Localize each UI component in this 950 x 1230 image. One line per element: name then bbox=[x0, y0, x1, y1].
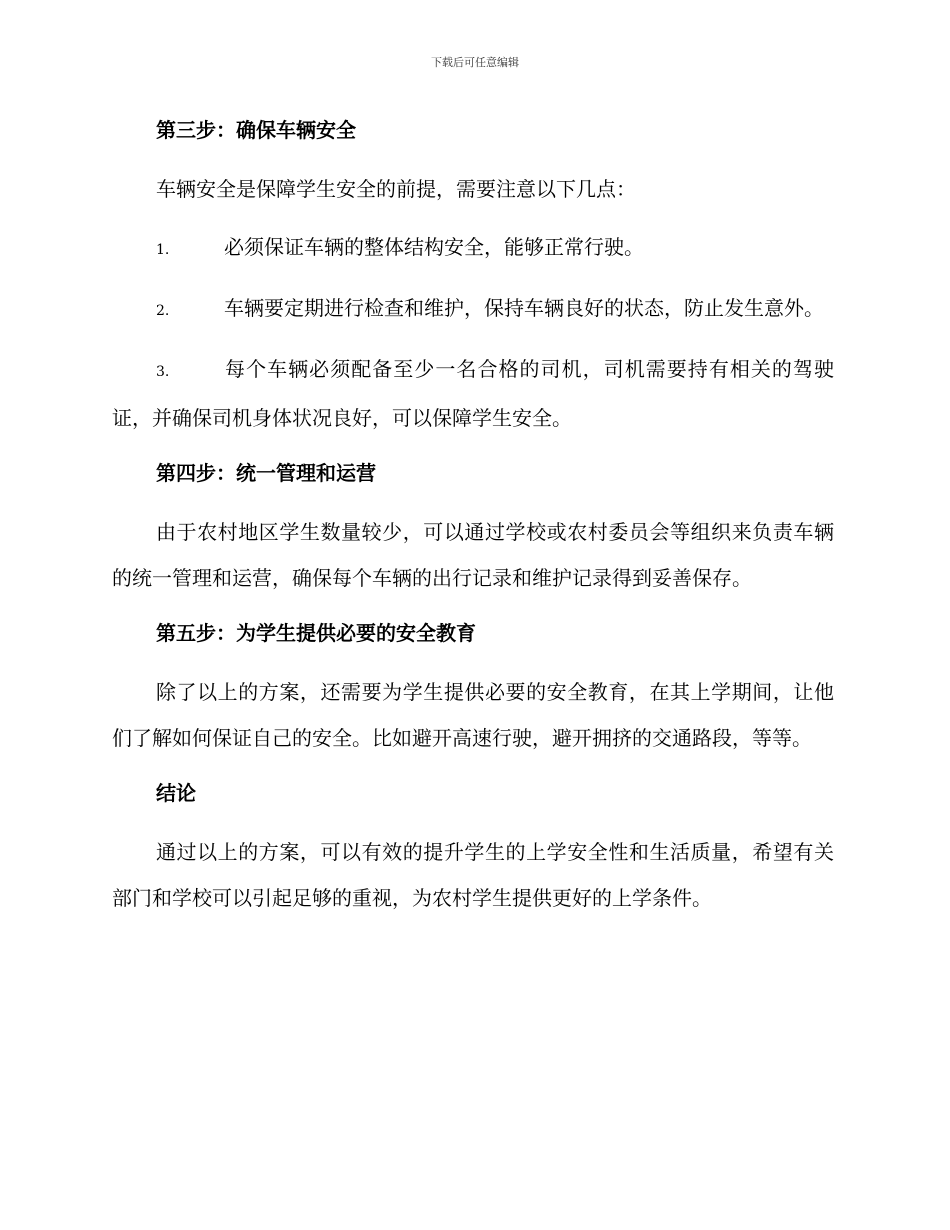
list-number: 3. bbox=[156, 364, 170, 380]
list-text: 每个车辆必须配备至少一名合格的司机，司机需要持有相关的驾驶证，并确保司机身体状况良好，可以保障学生安全。 bbox=[112, 357, 834, 430]
step5-heading: 第五步：为学生提供必要的安全教育 bbox=[156, 621, 476, 645]
document-body bbox=[112, 110, 834, 933]
list-number: 1. bbox=[156, 242, 170, 258]
list-text: 必须保证车辆的整体结构安全，能够正常行驶。 bbox=[224, 235, 644, 259]
step4-heading: 第四步：统一管理和运营 bbox=[156, 461, 376, 485]
step3-intro: 车辆安全是保障学生安全的前提，需要注意以下几点： bbox=[156, 177, 636, 201]
step4-body: 由于农村地区学生数量较少，可以通过学校或农村委员会等组织来负责车辆的统一管理和运营，确保每个车辆的出行记录和维护记录得到妥善保存。 bbox=[112, 520, 834, 590]
conclusion-body: 通过以上的方案，可以有效的提升学生的上学安全性和生活质量，希望有关部门和学校可以引起足够的重视，为农村学生提供更好的上学条件。 bbox=[112, 840, 834, 910]
list-item bbox=[112, 285, 834, 334]
list-number: 2. bbox=[156, 303, 170, 319]
list-item bbox=[112, 346, 834, 441]
list-text: 车辆要定期进行检查和维护，保持车辆良好的状态，防止发生意外。 bbox=[224, 296, 824, 320]
step3-heading: 第三步：确保车辆安全 bbox=[156, 118, 356, 142]
list-item bbox=[112, 224, 834, 273]
conclusion-heading: 结论 bbox=[156, 781, 196, 805]
step5-body: 除了以上的方案，还需要为学生提供必要的安全教育，在其上学期间，让他们了解如何保证自己的安全。比如避开高速行驶，避开拥挤的交通路段，等等。 bbox=[112, 680, 834, 750]
header-note: 下载后可任意编辑 bbox=[431, 56, 519, 69]
